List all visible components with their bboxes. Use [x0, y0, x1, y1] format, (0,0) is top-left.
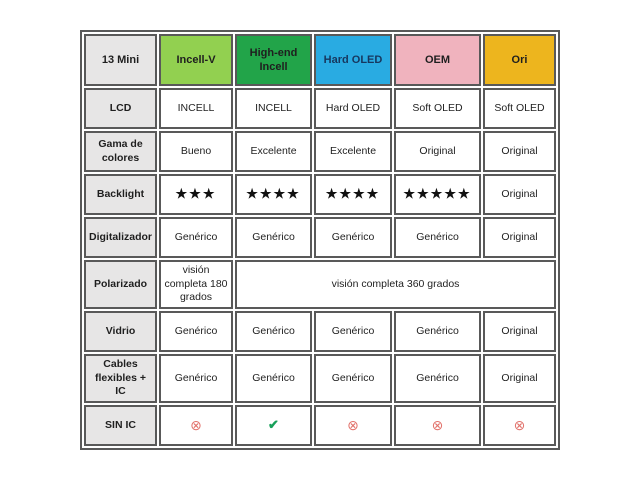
table-cell: INCELL — [235, 88, 312, 129]
header-cell-13-mini: 13 Mini — [84, 34, 157, 86]
row-label-polarizado: Polarizado — [84, 260, 157, 309]
table-cell: Hard OLED — [314, 88, 392, 129]
table-cell: Soft OLED — [483, 88, 556, 129]
table-cell: Genérico — [314, 217, 392, 258]
table-cell: Excelente — [314, 131, 392, 172]
table-cell: Original — [483, 174, 556, 215]
no-icon: ⊗ — [394, 405, 481, 446]
header-cell-high-end-incell: High-end Incell — [235, 34, 312, 86]
header-cell-ori: Ori — [483, 34, 556, 86]
row-digitalizador — [84, 217, 556, 258]
row-label-sin-ic: SIN IC — [84, 405, 157, 446]
table-cell: Genérico — [159, 311, 233, 352]
table-cell: INCELL — [159, 88, 233, 129]
no-icon: ⊗ — [483, 405, 556, 446]
row-gama-de-colores — [84, 131, 556, 172]
star-rating: ★★★★ — [235, 174, 312, 215]
row-vidrio — [84, 311, 556, 352]
table-cell: Genérico — [235, 217, 312, 258]
header-row — [84, 34, 556, 86]
table-cell: Original — [483, 311, 556, 352]
table-cell: Original — [483, 217, 556, 258]
row-polarizado — [84, 260, 556, 309]
table-cell-merged: visión completa 360 grados — [235, 260, 556, 309]
table-cell: Genérico — [235, 311, 312, 352]
row-label-gama-de-colores: Gama de colores — [84, 131, 157, 172]
table-cell: Soft OLED — [394, 88, 481, 129]
star-rating: ★★★★★ — [394, 174, 481, 215]
row-lcd — [84, 88, 556, 129]
table-cell: Genérico — [394, 354, 481, 403]
row-sin-ic — [84, 405, 556, 446]
row-label-vidrio: Vidrio — [84, 311, 157, 352]
table-cell: Genérico — [394, 311, 481, 352]
table-cell: Excelente — [235, 131, 312, 172]
row-label-backlight: Backlight — [84, 174, 157, 215]
row-label-cables-flexibles-ic: Cables flexibles + IC — [84, 354, 157, 403]
header-cell-hard-oled: Hard OLED — [314, 34, 392, 86]
check-icon: ✔ — [235, 405, 312, 446]
table-cell: Genérico — [314, 354, 392, 403]
table-cell: Genérico — [159, 217, 233, 258]
star-rating: ★★★★ — [314, 174, 392, 215]
table-cell: Original — [394, 131, 481, 172]
table-cell: Genérico — [159, 354, 233, 403]
table-cell: Original — [483, 131, 556, 172]
table-cell: visión completa 180 grados — [159, 260, 233, 309]
table-cell: Genérico — [235, 354, 312, 403]
table-cell: Original — [483, 354, 556, 403]
row-backlight — [84, 174, 556, 215]
header-cell-incell-v: Incell-V — [159, 34, 233, 86]
header-cell-oem: OEM — [394, 34, 481, 86]
star-rating: ★★★ — [159, 174, 233, 215]
comparison-table — [80, 30, 560, 450]
no-icon: ⊗ — [159, 405, 233, 446]
row-label-digitalizador: Digitalizador — [84, 217, 157, 258]
table-cell: Genérico — [394, 217, 481, 258]
table-cell: Genérico — [314, 311, 392, 352]
row-label-lcd: LCD — [84, 88, 157, 129]
table-cell: Bueno — [159, 131, 233, 172]
no-icon: ⊗ — [314, 405, 392, 446]
row-cables-flexibles-ic — [84, 354, 556, 403]
